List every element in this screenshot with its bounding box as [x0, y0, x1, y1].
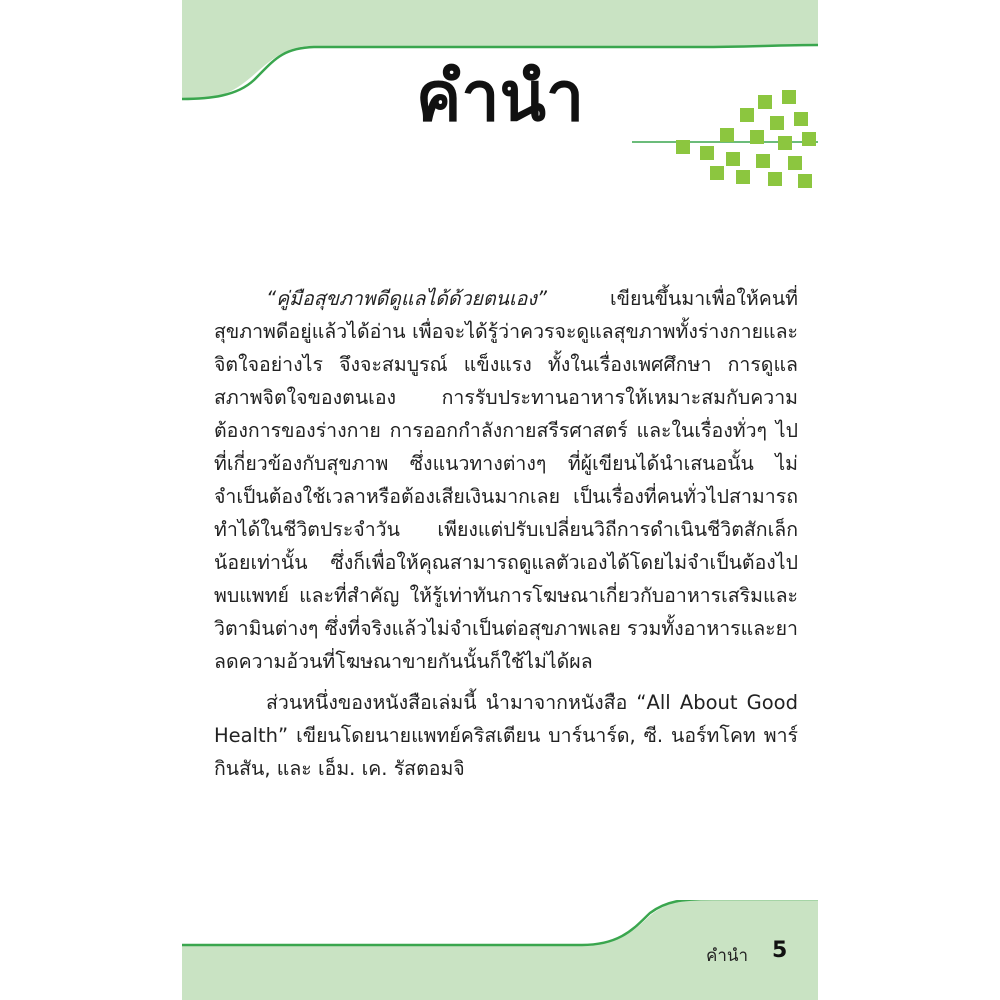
decorative-squares — [632, 80, 818, 190]
page-title: คำนำ — [415, 58, 585, 137]
book-title-quote: “คู่มือสุขภาพดีดูแลได้ด้วยตนเอง” — [266, 287, 547, 310]
paragraph-1-text: เขียนขึ้นมาเพื่อให้คนที่สุขภาพดีอยู่แล้วได้อ่าน เพื่อจะได้รู้ว่าควรจะดูแลสุขภาพทั้งร่างกายและจิตใจอย่างไร จึงจะสมบูรณ์ แข็งแรง ทั้งในเรื่องเพศศึกษา การดูแลสภาพจิตใจของตนเอง การรับประทานอาหารให้เหมาะสมกับความต้องการของร่างกาย การออกกำลังกายสรีรศาสตร์ และในเรื่องทั่วๆ ไปที่เกี่ยวข้องกับสุขภาพ ซึ่งแนวทางต่างๆ ที่ผู้เขียนได้นำเสนอนั้น ไม่จำเป็นต้องใช้เวลาหรือต้องเสียเงินมากเลย เป็นเรื่องที่คนทั่วไปสามารถทำได้ในชีวิตประจำวัน เพียงแต่ปรับเปลี่ยนวิถีการดำเนินชีวิตสักเล็กน้อยเท่านั้น ซึ่งก็เพื่อให้คุณสามารถดูแลตัวเองได้โดยไม่จำเป็นต้องไปพบแพทย์ และที่สำคัญ ให้รู้เท่าทันการโฆษณาเกี่ยวกับอาหารเสริมและวิตามินต่างๆ ซึ่งที่จริงแล้วไม่จำเป็นต่อสุขภาพเลย รวมทั้งอาหารและยาลดความอ้วนที่โฆษณาขายกันนั้นก็ใช้ไม่ได้ผล — [214, 287, 798, 673]
foreword-body — [214, 282, 798, 785]
paragraph-2: ส่วนหนึ่งของหนังสือเล่มนี้ นำมาจากหนังสือ “All About Good Health” เขียนโดยนายแพทย์คริสเตียน บาร์นาร์ด, ซี. นอร์ทโคท พาร์กินสัน, และ เอ็ม. เค. รัสตอมจิ — [214, 691, 798, 780]
footer-section-label: คำนำ — [706, 946, 749, 966]
paragraph-1 — [214, 282, 798, 678]
page-number: 5 — [772, 938, 788, 963]
square-group — [676, 90, 816, 188]
book-page — [182, 0, 818, 1000]
